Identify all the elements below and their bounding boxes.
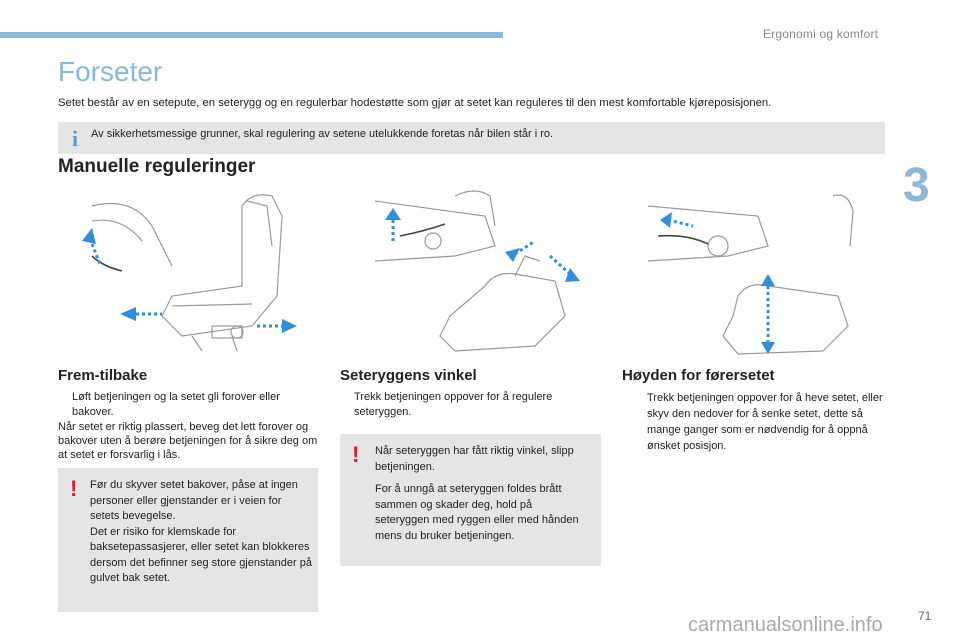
instruction-paragraph: Når setet er riktig plassert, beveg det lett forover og bakover uten å berøre betjeningen for å sikre deg om at setet er forsvarlig i lås. xyxy=(58,421,318,461)
page-title: Forseter xyxy=(58,56,163,87)
instruction-bullet: Løft betjeningen og la setet gli forover eller bakover. xyxy=(72,391,280,418)
info-note-box xyxy=(58,122,885,154)
column-heading-height: Høyden for førersetet xyxy=(622,367,775,384)
seat-backrest-angle-illustration xyxy=(355,186,595,358)
instruction-bullet: Trekk betjeningen oppover for å heve setet, eller skyv den nedover for å senke setet, dette så mange ganger som er nødvendig for å oppnå ønsket posisjon. xyxy=(647,392,883,452)
watermark: carmanualsonline.info xyxy=(688,614,883,636)
warning-box-backrest xyxy=(340,434,601,566)
page-number: 71 xyxy=(918,609,932,623)
warning-box-forward-back xyxy=(58,468,318,612)
warning-icon: ! xyxy=(70,476,78,501)
warning-text: Før du skyver setet bakover, påse at ingen personer eller gjenstander er i veien for setets bevegelse. Det er risiko for klemskade for baksetepassasjerer, eller setet kan blokkeres dersom det befinner seg store gjenstander på gulvet bak setet. xyxy=(90,479,312,584)
section-title: Ergonomi og komfort xyxy=(763,27,879,41)
section-heading: Manuelle reguleringer xyxy=(58,156,256,177)
chapter-number: 3 xyxy=(903,159,930,212)
warning-icon: ! xyxy=(352,442,360,467)
column-heading-forward-back: Frem-tilbake xyxy=(58,367,148,384)
seat-height-illustration xyxy=(638,186,878,358)
header-accent-bar xyxy=(0,32,503,38)
column-heading-backrest: Seteryggens vinkel xyxy=(340,367,477,384)
info-icon: i xyxy=(72,126,79,151)
info-note-text: Av sikkerhetsmessige grunner, skal regulering av setene utelukkende foretas når bilen står i ro. xyxy=(91,128,554,140)
intro-text: Setet består av en setepute, en seterygg og en regulerbar hodestøtte som gjør at setet kan reguleres til den mest komfortable kjøreposisjonen. xyxy=(58,97,772,109)
warning-text-1: Når seteryggen har fått riktig vinkel, slipp betjeningen. xyxy=(375,445,574,473)
seat-forward-back-illustration xyxy=(72,186,312,358)
warning-text-2: For å unngå at seteryggen foldes brått sammen og skader deg, hold på seteryggen med ryggen eller med hånden mens du bruker betjeningen. xyxy=(375,483,579,542)
instruction-bullet: Trekk betjeningen oppover for å regulere seteryggen. xyxy=(354,391,553,418)
